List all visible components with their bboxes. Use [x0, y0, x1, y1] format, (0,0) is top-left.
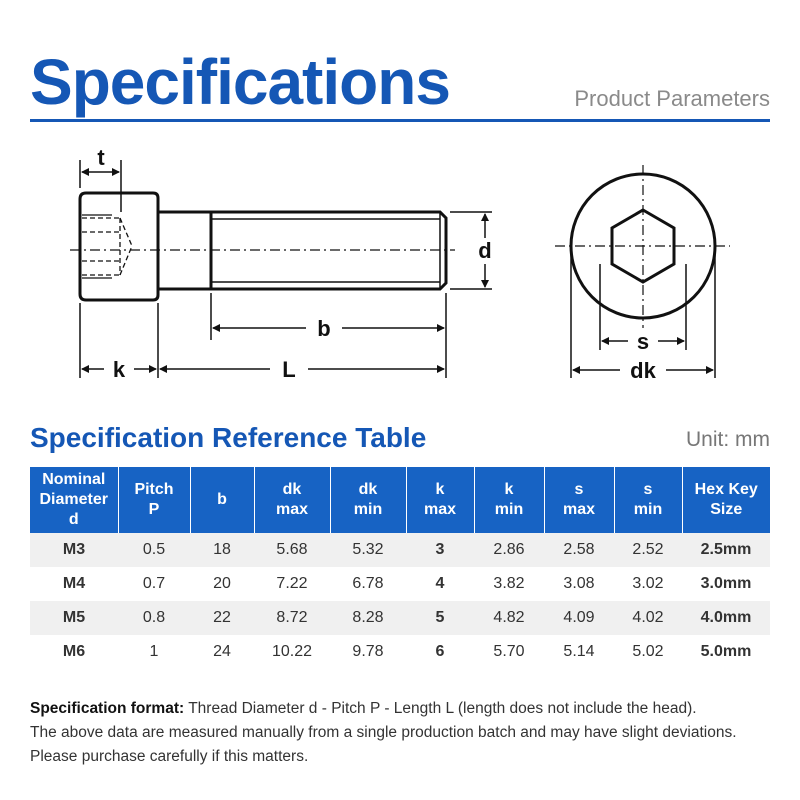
dim-label-s: s — [636, 329, 650, 354]
cell-pitch: 0.8 — [118, 601, 190, 635]
dim-label-d: d — [478, 238, 492, 263]
column-header-line: Nominal — [42, 471, 106, 488]
cell-kmin: 2.86 — [474, 533, 544, 567]
screw-head — [80, 193, 158, 300]
cell-kmax: 4 — [406, 567, 474, 601]
column-header-line: max — [423, 501, 457, 518]
spec-note — [30, 697, 775, 769]
table-row — [30, 567, 770, 601]
cell-kmax: 3 — [406, 533, 474, 567]
column-header-line: dk — [282, 481, 302, 498]
table-header-row — [30, 467, 770, 533]
cell-dkmin: 9.78 — [330, 635, 406, 669]
column-header — [30, 467, 118, 533]
note-line1: Thread Diameter d - Pitch P - Length L (length does not include the head). — [184, 700, 697, 717]
table-title: Specification Reference Table — [30, 422, 427, 453]
spec-table — [30, 467, 770, 669]
cell-dkmin: 8.28 — [330, 601, 406, 635]
cell-kmin: 4.82 — [474, 601, 544, 635]
column-header — [474, 467, 544, 533]
column-header-line: max — [275, 501, 309, 518]
column-header-line: d — [68, 511, 79, 528]
cell-kmin: 5.70 — [474, 635, 544, 669]
cell-smin: 5.02 — [614, 635, 682, 669]
cell-dkmax: 5.68 — [254, 533, 330, 567]
cell-kmin: 3.82 — [474, 567, 544, 601]
cell-dkmin: 6.78 — [330, 567, 406, 601]
column-header — [254, 467, 330, 533]
cell-pitch: 0.5 — [118, 533, 190, 567]
column-header-line: Hex Key — [694, 481, 758, 498]
cell-hex: 3.0mm — [682, 567, 770, 601]
unit-label: Unit: mm — [686, 428, 770, 451]
cell-smax: 2.58 — [544, 533, 614, 567]
column-header — [544, 467, 614, 533]
column-header — [190, 467, 254, 533]
table-row — [30, 601, 770, 635]
page-subtitle: Product Parameters — [574, 86, 770, 111]
cell-smax: 4.09 — [544, 601, 614, 635]
column-header-line: dk — [358, 481, 378, 498]
cell-hex: 4.0mm — [682, 601, 770, 635]
column-header-line: P — [148, 501, 160, 518]
cell-nominal: M6 — [30, 635, 118, 669]
column-header-line: Diameter — [39, 491, 108, 508]
cell-smin: 2.52 — [614, 533, 682, 567]
cell-nominal: M5 — [30, 601, 118, 635]
column-header-line: b — [217, 491, 227, 508]
dim-label-L: L — [282, 357, 296, 382]
column-header-line: k — [435, 481, 445, 498]
cell-b: 24 — [190, 635, 254, 669]
column-header-line: k — [504, 481, 514, 498]
table-body — [30, 533, 770, 669]
page-title: Specifications — [30, 46, 450, 118]
dim-label-dk: dk — [630, 358, 656, 383]
table-row — [30, 533, 770, 567]
column-header-line: min — [353, 501, 383, 518]
note-line2: The above data are measured manually from a single production batch and may have slight deviations. Please purchase carefully if this matters. — [30, 724, 737, 765]
cell-smax: 3.08 — [544, 567, 614, 601]
column-header-line: min — [633, 501, 663, 518]
title-divider — [30, 119, 770, 122]
column-header-line: s — [574, 481, 584, 498]
dim-label-t: t — [97, 145, 105, 170]
cell-dkmax: 8.72 — [254, 601, 330, 635]
dim-label-k: k — [112, 357, 126, 382]
cell-dkmax: 7.22 — [254, 567, 330, 601]
hex-socket-hidden-lines — [82, 218, 132, 275]
cell-kmax: 5 — [406, 601, 474, 635]
cell-nominal: M4 — [30, 567, 118, 601]
column-header — [682, 467, 770, 533]
cell-dkmax: 10.22 — [254, 635, 330, 669]
dim-label-b: b — [317, 316, 331, 341]
cell-smin: 3.02 — [614, 567, 682, 601]
note-label: Specification format: — [30, 700, 185, 717]
end-view — [555, 165, 730, 328]
column-header-line: Size — [710, 501, 743, 518]
cell-hex: 2.5mm — [682, 533, 770, 567]
cell-b: 22 — [190, 601, 254, 635]
cell-kmax: 6 — [406, 635, 474, 669]
cell-smax: 5.14 — [544, 635, 614, 669]
column-header-line: max — [562, 501, 596, 518]
column-header — [118, 467, 190, 533]
cell-b: 20 — [190, 567, 254, 601]
side-view — [70, 193, 455, 300]
cell-pitch: 0.7 — [118, 567, 190, 601]
column-header-line: Pitch — [134, 481, 174, 498]
screw-technical-drawing — [0, 130, 800, 390]
column-header-line: min — [494, 501, 524, 518]
column-header — [330, 467, 406, 533]
cell-hex: 5.0mm — [682, 635, 770, 669]
column-header — [614, 467, 682, 533]
column-header — [406, 467, 474, 533]
cell-b: 18 — [190, 533, 254, 567]
table-row — [30, 635, 770, 669]
cell-dkmin: 5.32 — [330, 533, 406, 567]
column-header-line: s — [643, 481, 653, 498]
cell-smin: 4.02 — [614, 601, 682, 635]
cell-nominal: M3 — [30, 533, 118, 567]
cell-pitch: 1 — [118, 635, 190, 669]
